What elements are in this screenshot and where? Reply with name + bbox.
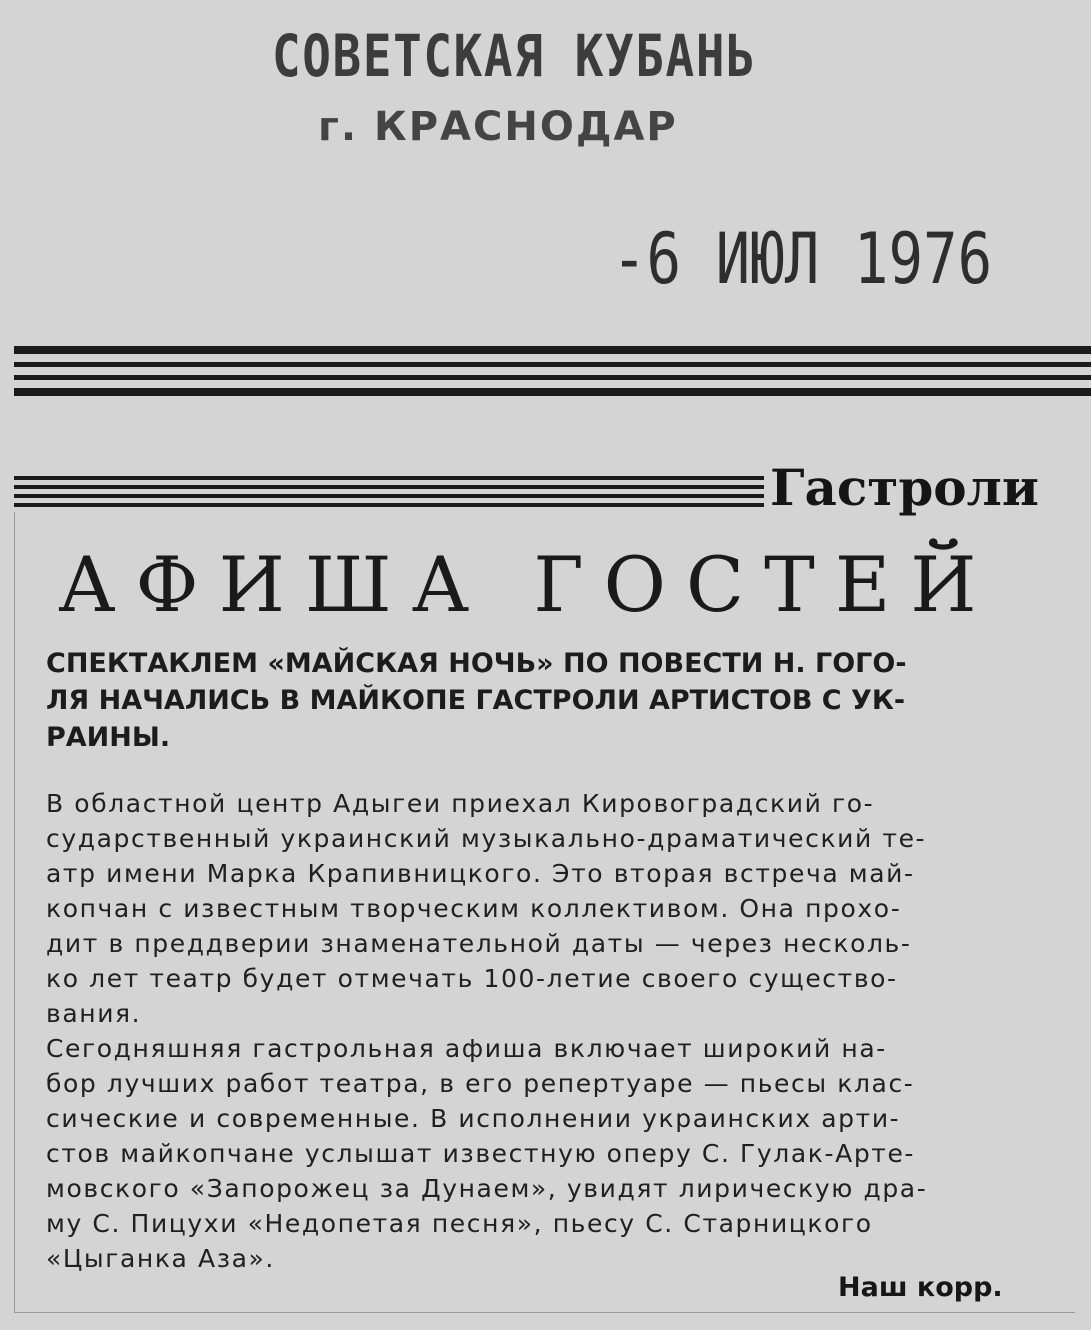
rule-line <box>14 485 764 489</box>
rule-line <box>14 503 764 507</box>
stamp-city: г. КРАСНОДАР <box>318 104 678 150</box>
rule-line <box>14 388 1091 396</box>
rule-line <box>14 346 1091 354</box>
rule-line <box>14 375 1091 380</box>
body-line: «Цыганка Аза». <box>46 1244 275 1273</box>
headline: АФИША ГОСТЕЙ <box>58 540 997 629</box>
rule-line <box>14 362 1091 367</box>
section-rules <box>14 476 764 512</box>
body-line: атр имени Марка Крапивницкого. Это вторая встреча май- <box>46 859 915 888</box>
body-line: В областной центр Адыгеи приехал Кировоградский го- <box>46 789 875 818</box>
body-line: Сегодняшняя гастрольная афиша включает широкий на- <box>46 1034 887 1063</box>
rule-line <box>14 494 764 498</box>
lead-line: РАИНЫ. <box>46 722 171 753</box>
body-line: сударственный украинский музыкально-драматический те- <box>46 824 927 853</box>
body-line: копчан с известным творческим коллективом. Она прохо- <box>46 894 902 923</box>
body-line: вания. <box>46 999 142 1028</box>
author-signature: Наш корр. <box>838 1272 1003 1303</box>
lead-paragraph <box>46 645 1046 756</box>
section-title: Гастроли <box>770 458 1039 517</box>
body-line: мовского «Запорожец за Дунаем», увидят лирическую дра- <box>46 1174 928 1203</box>
article-body <box>46 786 1056 1276</box>
stamp-date: -6 ИЮЛ 1976 <box>612 218 993 300</box>
body-line: му С. Пицухи «Недопетая песня», пьесу С. Старницкого <box>46 1209 873 1238</box>
body-line: ко лет театр будет отмечать 100-летие своего существо- <box>46 964 898 993</box>
lead-line: СПЕКТАКЛЕМ «МАЙСКАЯ НОЧЬ» ПО ПОВЕСТИ Н. ГОГО- <box>46 648 907 679</box>
body-line: стов майкопчане услышат известную оперу С. Гулак-Арте- <box>46 1139 916 1168</box>
body-line: дит в преддверии знаменательной даты — через несколь- <box>46 929 912 958</box>
header-rules <box>14 346 1091 404</box>
body-line: бор лучших работ театра, в его репертуаре — пьесы клас- <box>46 1069 915 1098</box>
stamp-newspaper-name: СОВЕТСКАЯ КУБАНЬ <box>272 22 757 90</box>
body-line: сические и современные. В исполнении украинских арти- <box>46 1104 901 1133</box>
rule-line <box>14 476 764 480</box>
lead-line: ЛЯ НАЧАЛИСЬ В МАЙКОПЕ ГАСТРОЛИ АРТИСТОВ С УК- <box>46 685 906 716</box>
